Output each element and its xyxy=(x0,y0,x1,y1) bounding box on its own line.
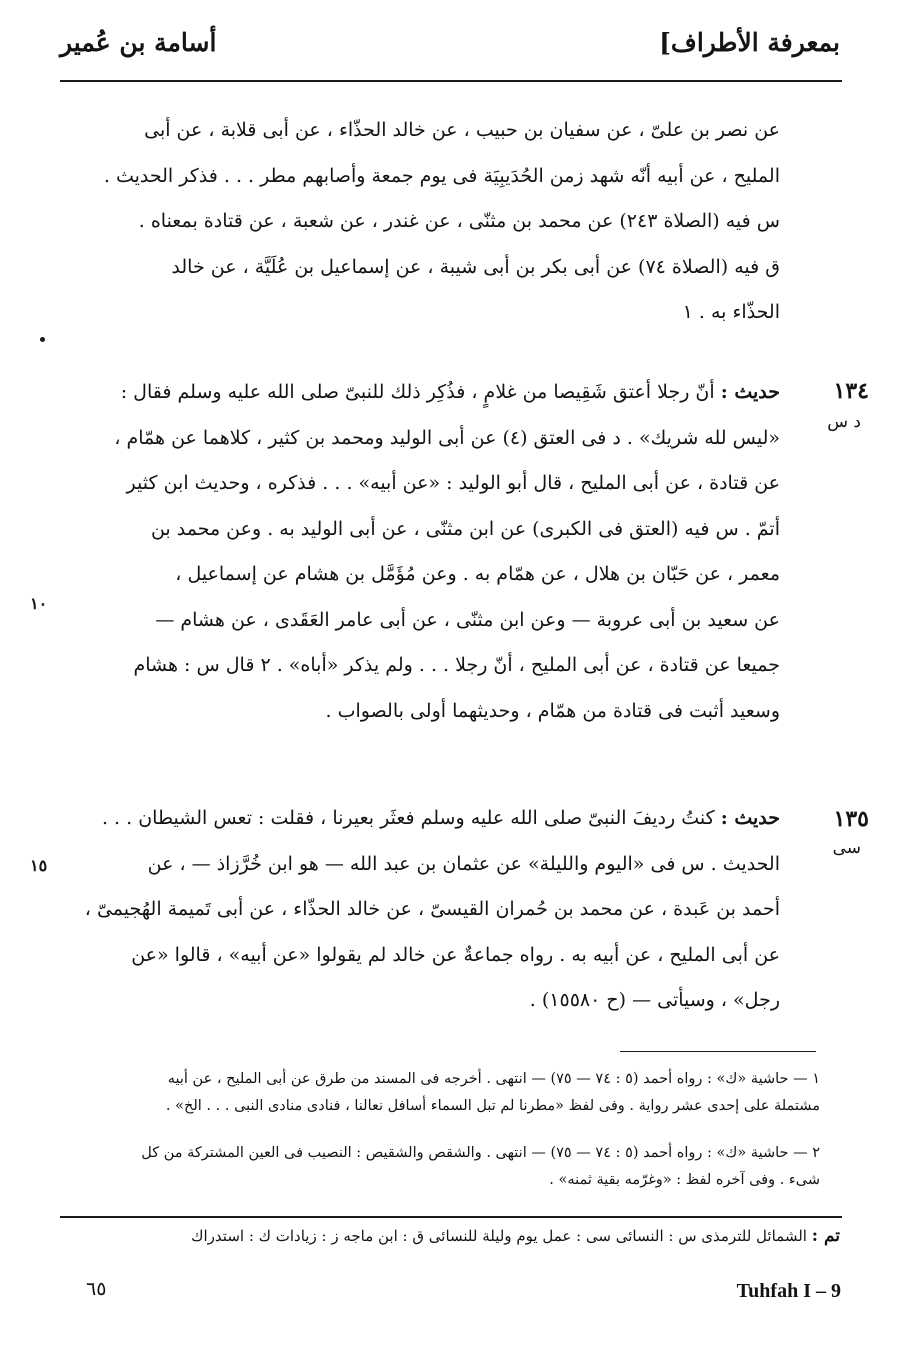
header-right-title: بمعرفة الأطراف] xyxy=(659,28,840,57)
entry-number-135: ١٣٥ xyxy=(833,806,869,832)
text-line: الحذّاء به . ١ xyxy=(682,301,780,323)
page-number: ٦٥ xyxy=(86,1278,107,1300)
text-line: جميعا عن قتادة ، عن أبى المليح ، أنّ رجلا . . . ولم يذكر «أباه» . ٢ قال س : هشام xyxy=(133,654,780,676)
text-line: أتمّ . س فيه (العتق فى الكبرى) عن ابن مثنّى ، عن أبى الوليد به . وعن محمد بن xyxy=(150,517,780,540)
footnote-line: مشتملة على إحدى عشر رواية . وفى لفظ «مطرنا لم تبل السماء أسافل نعالنا ، فنادى منادى النبى . . . الخ» . xyxy=(165,1098,820,1114)
header-left-title: أسامة بن عُمير xyxy=(60,28,217,57)
text-line: عن أبى المليح ، عن أبيه به . رواه جماعةٌ عن خالد لم يقولوا «عن أبيه» ، قالوا «عن xyxy=(131,943,780,966)
footnote-2 xyxy=(60,1140,820,1194)
entry-lead: حديث : xyxy=(720,807,780,829)
text-line: عن نصر بن علىّ ، عن سفيان بن حبيب ، عن خالد الحذّاء ، عن أبى قلابة ، عن أبى xyxy=(144,119,780,141)
running-header xyxy=(60,28,840,72)
text-line: ق فيه (الصلاة ٧٤) عن أبى بكر بن أبى شيبة ، عن إسماعيل بن عُلَيَّة ، عن خالد xyxy=(171,255,780,278)
entry-lead: حديث : xyxy=(720,381,780,403)
text-span: كنتُ رديفَ النبىّ صلى الله عليه وسلم فعثَر بعيرنا ، فقلت : تعس الشيطان . . . xyxy=(101,807,715,829)
abbreviations-key xyxy=(60,1226,840,1252)
printer-signature: Tuhfah I – 9 xyxy=(736,1280,841,1302)
text-line: الحديث . س فى «اليوم والليلة» عن عثمان بن عبد الله — هو ابن خُرَّزاذ — ، عن xyxy=(147,852,780,875)
text-line: المليح ، عن أبيه أنّه شهد زمن الحُدَيبِيَة فى يوم جمعة وأصابهم مطر . . . فذكر الحديث . xyxy=(103,164,780,187)
text-line xyxy=(60,796,780,842)
margin-dot-5 xyxy=(40,337,45,342)
abbreviations-rule xyxy=(60,1216,842,1218)
text-line: رجل» ، وسيأتى — (ح ١٥٥٨٠) . xyxy=(529,989,780,1011)
footnote-line: ٢ — حاشية «ك» : رواه أحمد (٥ : ٧٤ — ٧٥) — انتهى . والشقص والشقيص : النصيب فى العين المشتركة من كل xyxy=(141,1145,820,1161)
entry-sigla-134: د س xyxy=(827,412,861,432)
text-span: أنّ رجلا أعتق شَقِيصا من غلامٍ ، فذُكِر ذلك للنبىّ صلى الله عليه وسلم فقال : xyxy=(120,381,715,403)
footnote-rule xyxy=(620,1051,816,1052)
entry-sigla-135: سى xyxy=(832,838,861,858)
entry-135-text xyxy=(60,796,780,1024)
entry-134-text xyxy=(60,370,780,734)
text-line: أحمد بن عَبدة ، عن محمد بن حُمران القيسىّ ، عن خالد الحذّاء ، عن أبى تَميمة الهُجيمىّ ، xyxy=(84,898,780,920)
margin-line-number-15: ١٥ xyxy=(30,856,48,875)
footnote-1 xyxy=(60,1066,820,1120)
text-line: عن قتادة ، عن أبى المليح ، قال أبو الوليد : «عن أبيه» . . . فذكره ، وحديث ابن كثير xyxy=(126,472,780,494)
paragraph-top xyxy=(60,108,780,336)
text-line: وسعيد أثبت فى قتادة من همّام ، وحديثهما أولى بالصواب . xyxy=(325,699,780,722)
footnote-line: شىء . وفى آخره لفظ : «وغرّمه بقية ثمنه» . xyxy=(549,1172,820,1188)
header-rule xyxy=(60,80,842,82)
abbreviations-label: تم : xyxy=(811,1226,840,1246)
text-line: معمر ، عن حَبّان بن هلال ، عن همّام به . وعن مُؤَمَّل بن هشام عن إسماعيل ، xyxy=(175,563,780,585)
text-line: س فيه (الصلاة ٢٤٣) عن محمد بن مثنّى ، عن غندر ، عن شعبة ، عن قتادة بمعناه . xyxy=(138,210,780,232)
text-line xyxy=(60,370,780,416)
margin-line-number-10: ١٠ xyxy=(30,594,48,613)
abbreviations-text: الشمائل للترمذى س : النسائى سى : عمل يوم وليلة للنسائى ق : ابن ماجه ز : زيادات ك : استدراك xyxy=(191,1227,807,1245)
footnote-line: ١ — حاشية «ك» : رواه أحمد (٥ : ٧٤ — ٧٥) — انتهى . أخرجه فى المسند من طرق عن أبى المليح ، عن أبيه xyxy=(167,1071,820,1087)
text-line: «ليس لله شريك» . د فى العتق (٤) عن أبى الوليد ومحمد بن كثير ، كلاهما عن همّام ، xyxy=(114,426,780,449)
text-line: عن سعيد بن أبى عروبة — وعن ابن مثنّى ، عن أبى عامر العَقَدى ، عن هشام — xyxy=(155,608,780,631)
entry-number-134: ١٣٤ xyxy=(833,378,869,404)
